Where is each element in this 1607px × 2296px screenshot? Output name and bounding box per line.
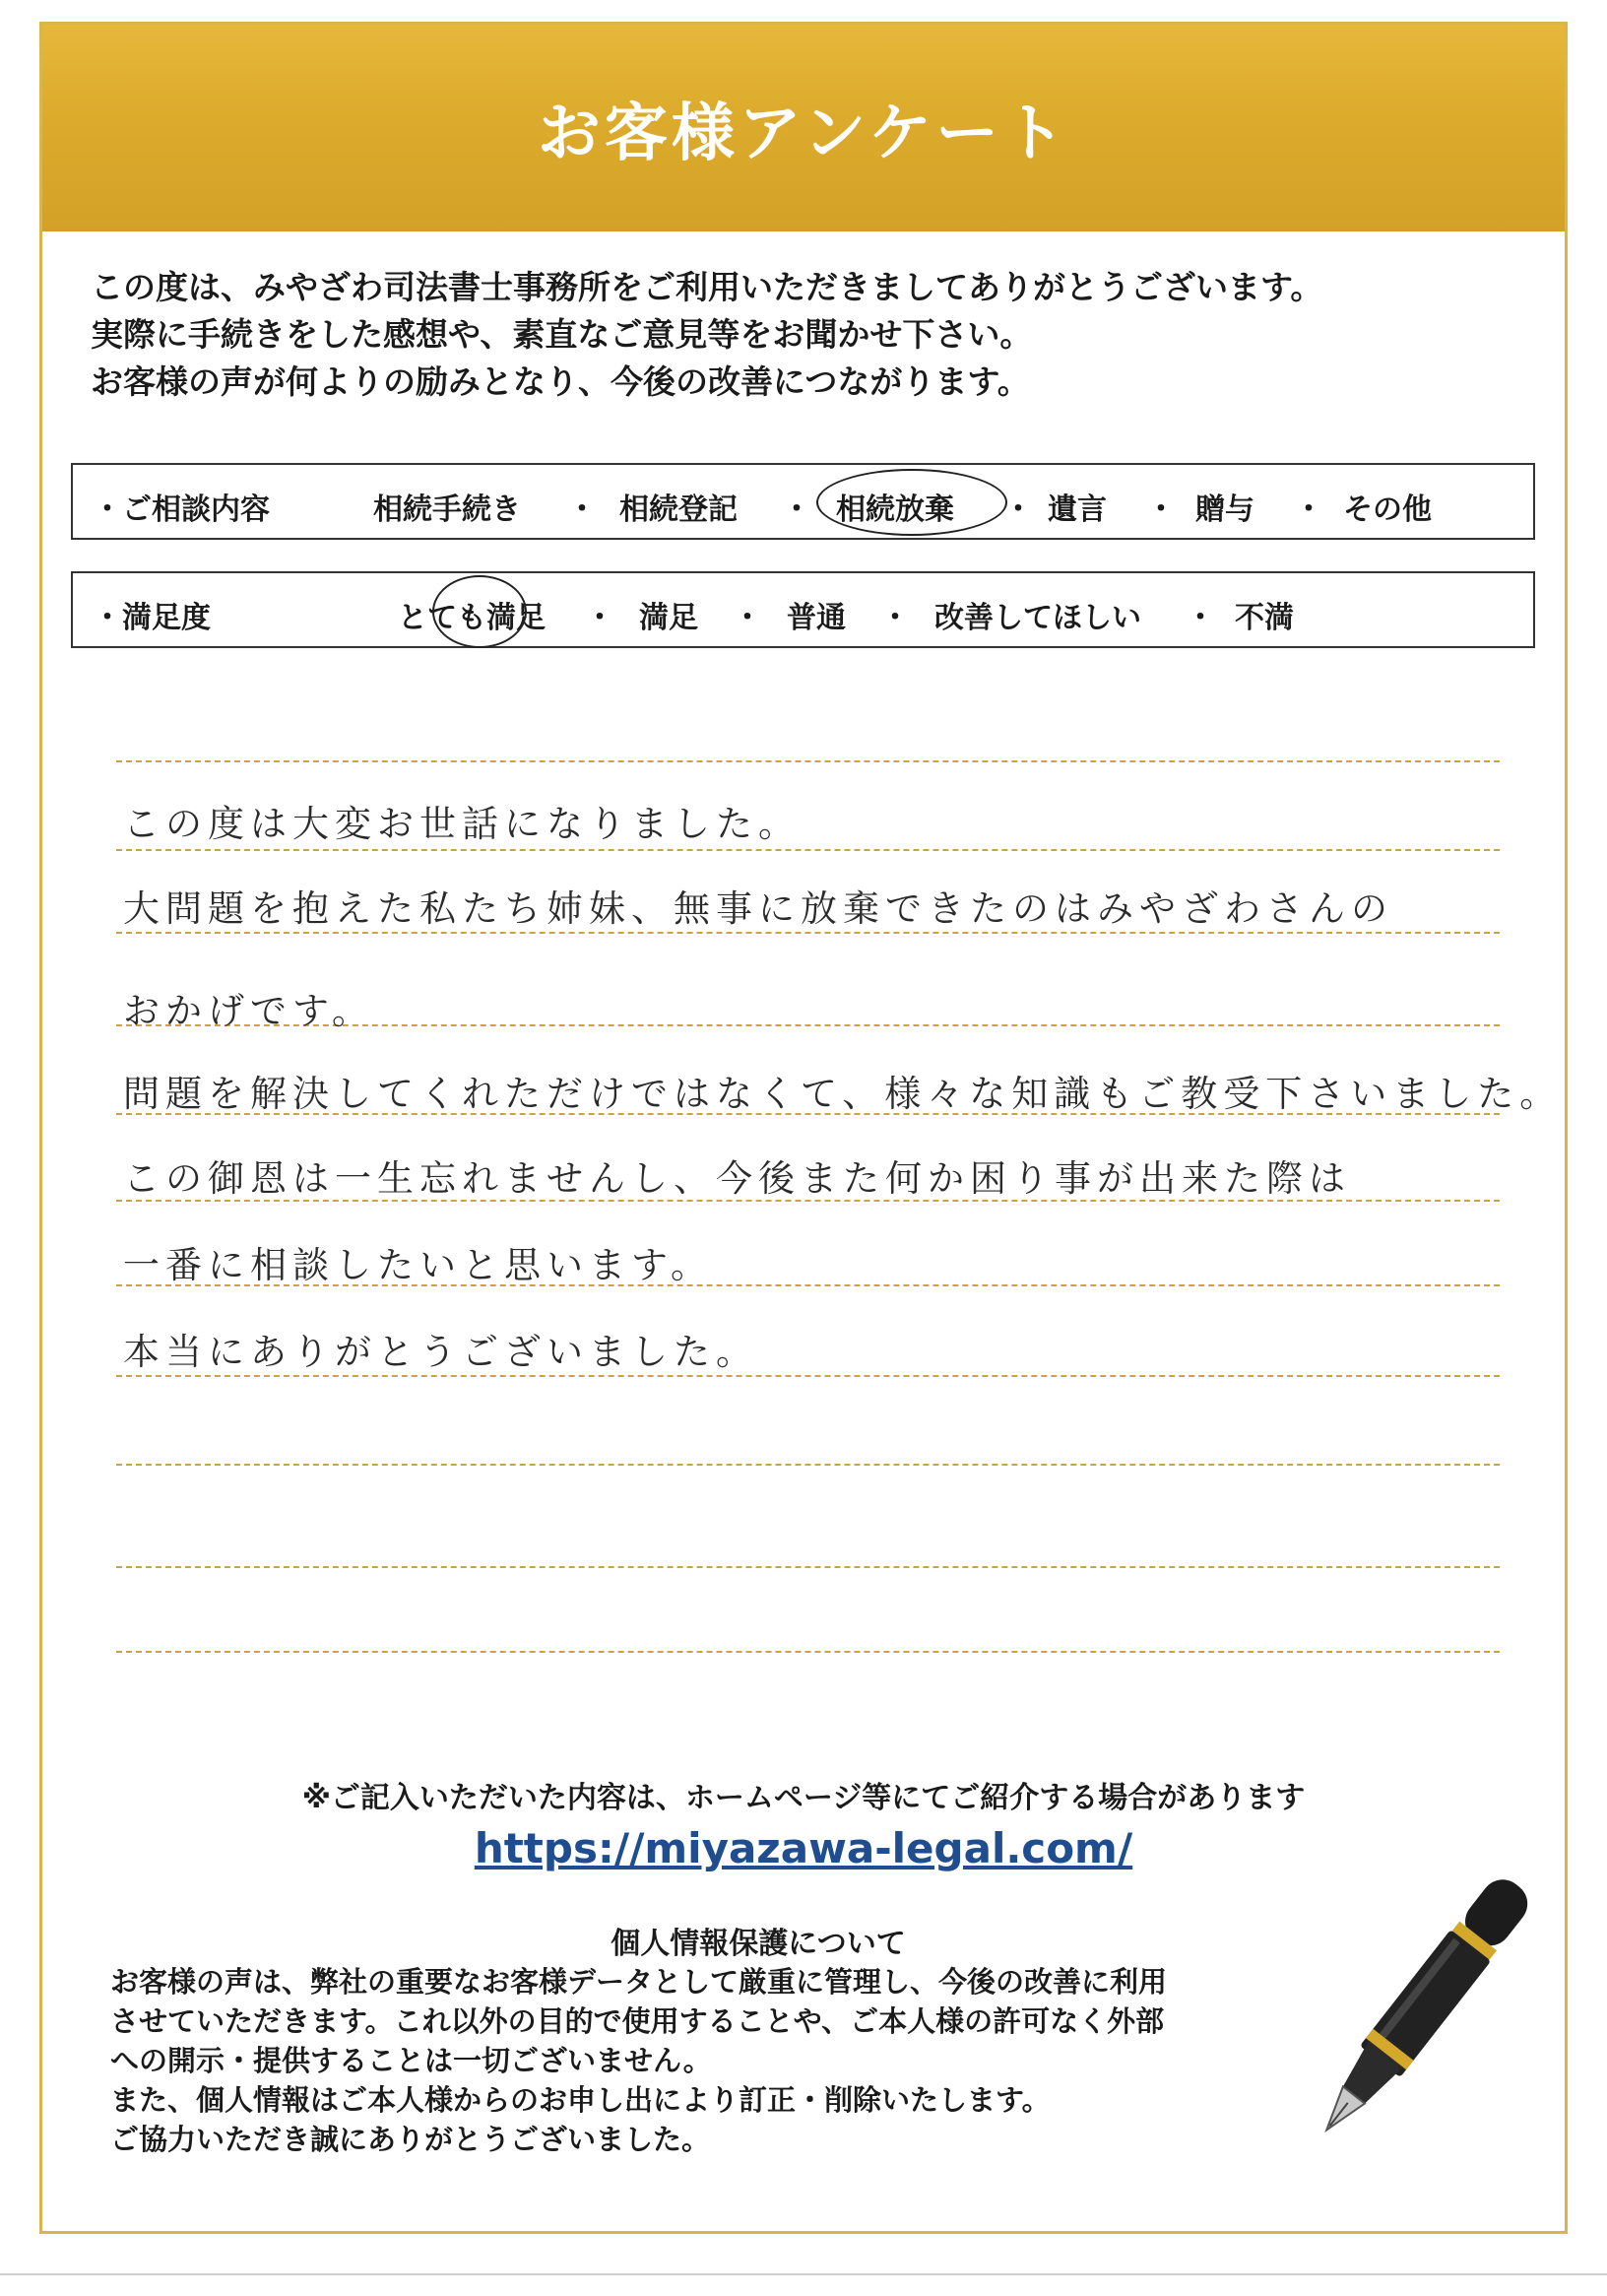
writing-line [116, 1566, 1500, 1568]
writing-line [116, 1375, 1500, 1377]
writing-line [116, 1464, 1500, 1466]
intro-text [91, 264, 1528, 406]
privacy-line: への開示・提供することは一切ございません。 [110, 2044, 712, 2077]
handwritten-line: 本当にありがとうございました。 [123, 1331, 758, 1373]
writing-line [116, 1651, 1500, 1653]
page-title: お客様アンケート [537, 98, 1070, 170]
option-fuman[interactable]: 不満 [1235, 601, 1294, 635]
intro-line: 実際に手続きをした感想や、素直なご意見等をお聞かせ下さい。 [91, 315, 1033, 354]
handwritten-line: 大問題を抱えた私たち姉妹、無事に放棄できたのはみやざわさんの [123, 887, 1393, 930]
page-bottom-rule [0, 2273, 1607, 2275]
separator: ・ [782, 492, 811, 527]
privacy-text [110, 1962, 1341, 2159]
privacy-line: させていただきます。これ以外の目的で使用することや、ご本人様の許可なく外部 [110, 2004, 1165, 2038]
publication-notice: ※ご記入いただいた内容は、ホームページ等にてご紹介する場合があります [301, 1781, 1306, 1815]
option-zouyo[interactable]: 贈与 [1195, 492, 1254, 527]
privacy-line: お客様の声は、弊社の重要なお客様データとして厳重に管理し、今後の改善に利用 [110, 1965, 1168, 1999]
option-futsuu[interactable]: 普通 [787, 601, 846, 635]
option-souzoku-touki[interactable]: 相続登記 [619, 492, 738, 527]
satisfaction-label: ・満足度 [93, 601, 211, 635]
writing-line [116, 849, 1500, 851]
option-souzoku-houki[interactable]: 相続放棄 [836, 492, 954, 527]
survey-header [42, 25, 1565, 231]
option-totemo-manzoku[interactable]: とても満足 [398, 601, 546, 635]
option-yuigon[interactable]: 遺言 [1048, 492, 1107, 527]
separator: ・ [733, 601, 762, 635]
privacy-line: ご協力いただき誠にありがとうございました。 [110, 2123, 711, 2156]
option-kaizen[interactable]: 改善してほしい [934, 601, 1141, 635]
intro-line: お客様の声が何よりの励みとなり、今後の改善につながります。 [91, 362, 1030, 401]
privacy-line: また、個人情報はご本人様からのお申し出により訂正・削除いたします。 [110, 2083, 1051, 2117]
option-sonota[interactable]: その他 [1343, 492, 1432, 527]
handwritten-line: この御恩は一生忘れませんし、今後また何か困り事が出来た際は [123, 1157, 1351, 1200]
satisfaction-options [71, 571, 1535, 648]
handwritten-line: おかげです。 [123, 990, 375, 1032]
selection-circle [816, 469, 1007, 536]
writing-line [116, 932, 1500, 934]
handwritten-line: 一番に相談したいと思います。 [123, 1244, 714, 1286]
privacy-heading: 個人情報保護について [611, 1927, 906, 1961]
selection-circle [432, 575, 527, 648]
writing-line [116, 760, 1500, 762]
option-manzoku[interactable]: 満足 [639, 601, 698, 635]
consultation-label: ・ご相談内容 [93, 492, 270, 527]
handwritten-line: 問題を解決してくれただけではなくて、様々な知識もご教受下さいました。 [123, 1073, 1563, 1115]
separator: ・ [585, 601, 614, 635]
separator: ・ [880, 601, 910, 635]
handwritten-line: この度は大変お世話になりました。 [123, 803, 801, 845]
intro-line: この度は、みやざわ司法書士事務所をご利用いただきましてありがとうございます。 [91, 268, 1323, 306]
option-souzoku-tetsuzuki[interactable]: 相続手続き [373, 492, 521, 527]
separator: ・ [1294, 492, 1323, 527]
consultation-options [71, 463, 1535, 540]
separator: ・ [1186, 601, 1215, 635]
separator: ・ [1003, 492, 1033, 527]
separator: ・ [567, 492, 597, 527]
separator: ・ [1146, 492, 1176, 527]
website-link[interactable]: https://miyazawa-legal.com/ [474, 1824, 1133, 1872]
fountain-pen-icon [1298, 1860, 1534, 2165]
